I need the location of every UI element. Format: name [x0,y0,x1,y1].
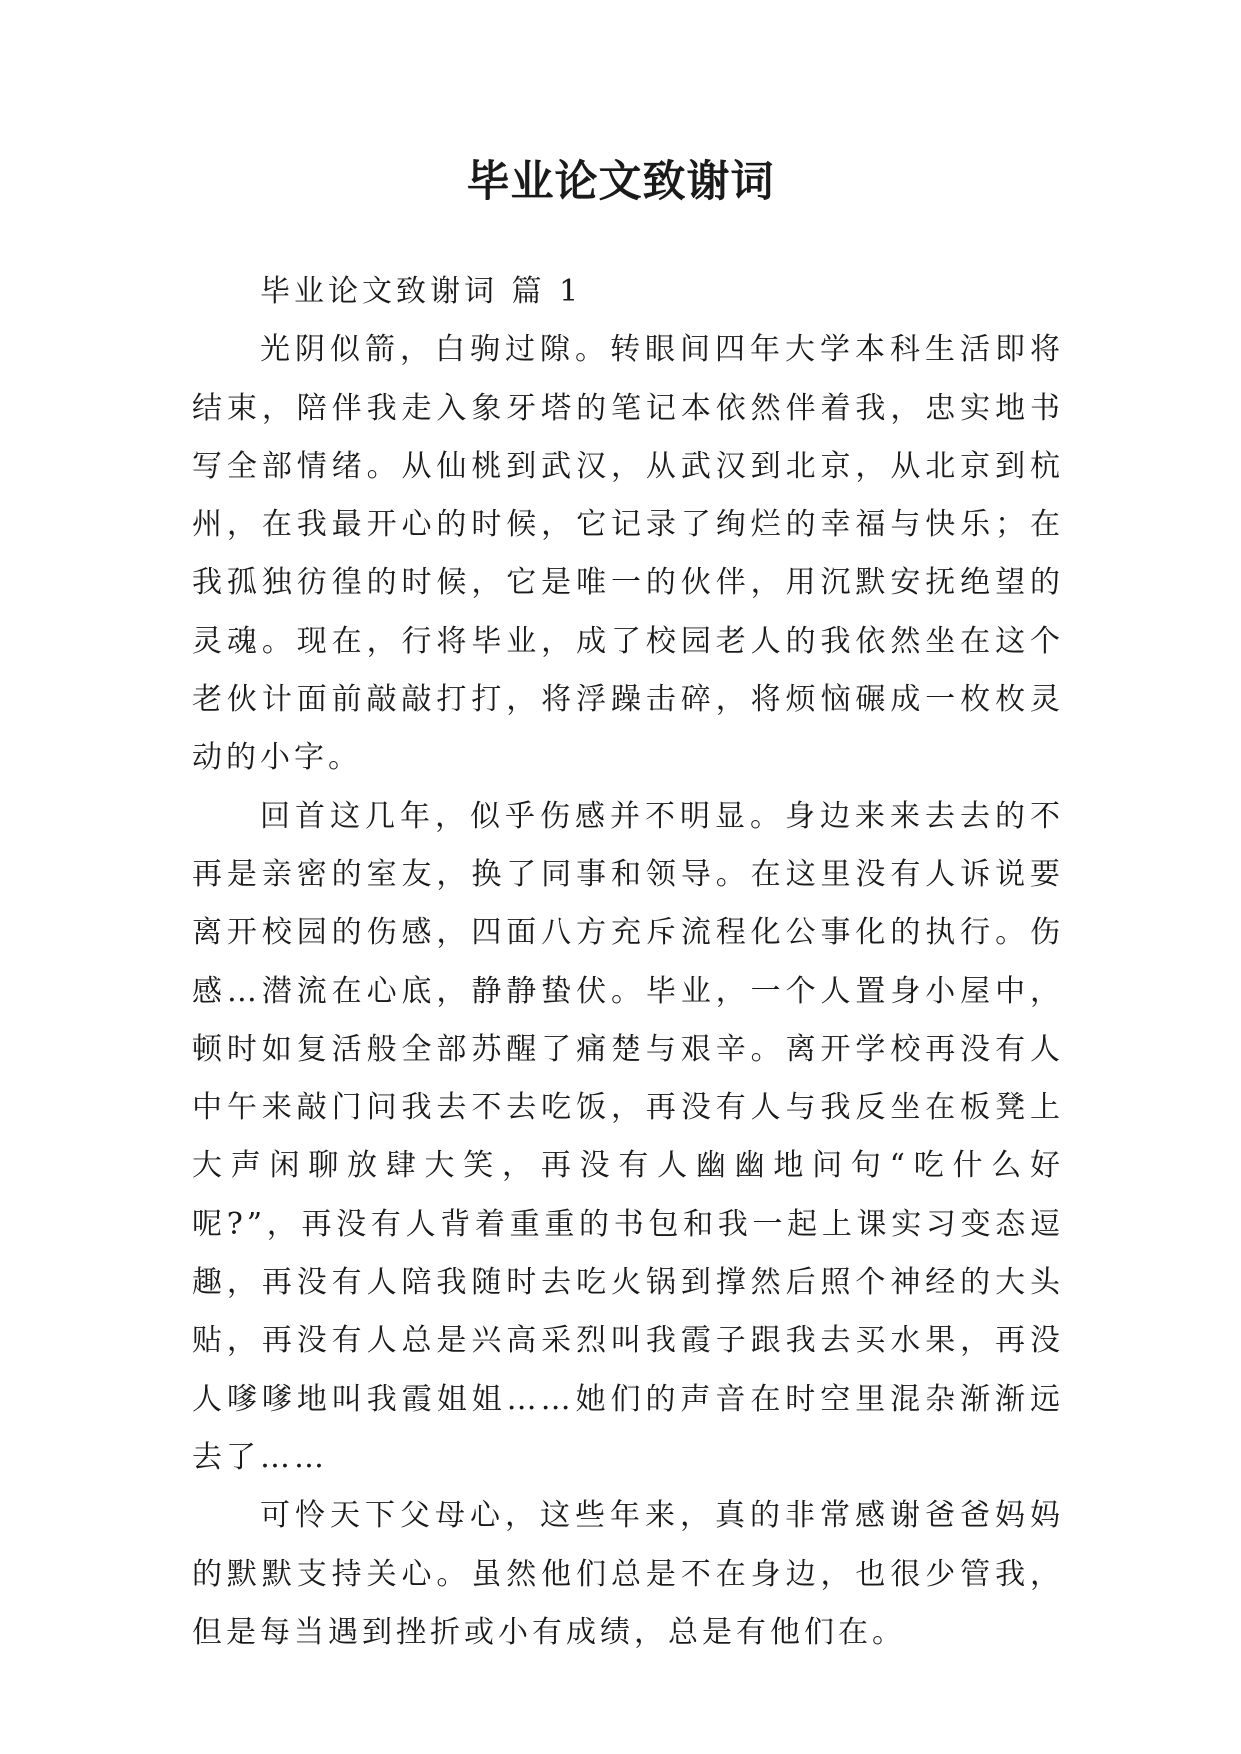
document-title: 毕业论文致谢词 [466,157,775,207]
paragraph-3: 可怜天下父母心，这些年来，真的非常感谢爸爸妈妈的默默支持关心。虽然他们总是不在身边，也很少管我，但是每当遇到挫折或小有成绩，总是有他们在。 [192,1498,1064,1650]
document-body [192,263,1064,1662]
paragraph-1: 光阴似箭，白驹过隙。转眼间四年大学本科生活即将结束，陪伴我走入象牙塔的笔记本依然伴着我，忠实地书写全部情绪。从仙桃到武汉，从武汉到北京，从北京到杭州，在我最开心的时候，它记录了绚烂的幸福与快乐；在我孤独彷徨的时候，它是唯一的伙伴，用沉默安抚绝望的灵魂。现在，行将毕业，成了校园老人的我依然坐在这个老伙计面前敲敲打打，将浮躁击碎，将烦恼碾成一枚枚灵动的小字。 [192,332,1064,776]
section-heading: 毕业论文致谢词 篇 1 [260,274,583,309]
paragraph-2: 回首这几年，似乎伤感并不明显。身边来来去去的不再是亲密的室友，换了同事和领导。在这里没有人诉说要离开校园的伤感，四面八方充斥流程化公事化的执行。伤感…潜流在心底，静静蛰伏。毕业，一个人置身小屋中，顿时如复活般全部苏醒了痛楚与艰辛。离开学校再没有人中午来敲门问我去不去吃饭，再没有人与我反坐在板凳上大声闲聊放肆大笑，再没有人幽幽地问句“吃什么好呢?”，再没有人背着重重的书包和我一起上课实习变态逗趣，再没有人陪我随时去吃火锅到撑然后照个神经的大头贴，再没有人总是兴高采烈叫我霞子跟我去买水果，再没人嗲嗲地叫我霞姐姐……她们的声音在时空里混杂渐渐远去了…… [192,798,1064,1475]
